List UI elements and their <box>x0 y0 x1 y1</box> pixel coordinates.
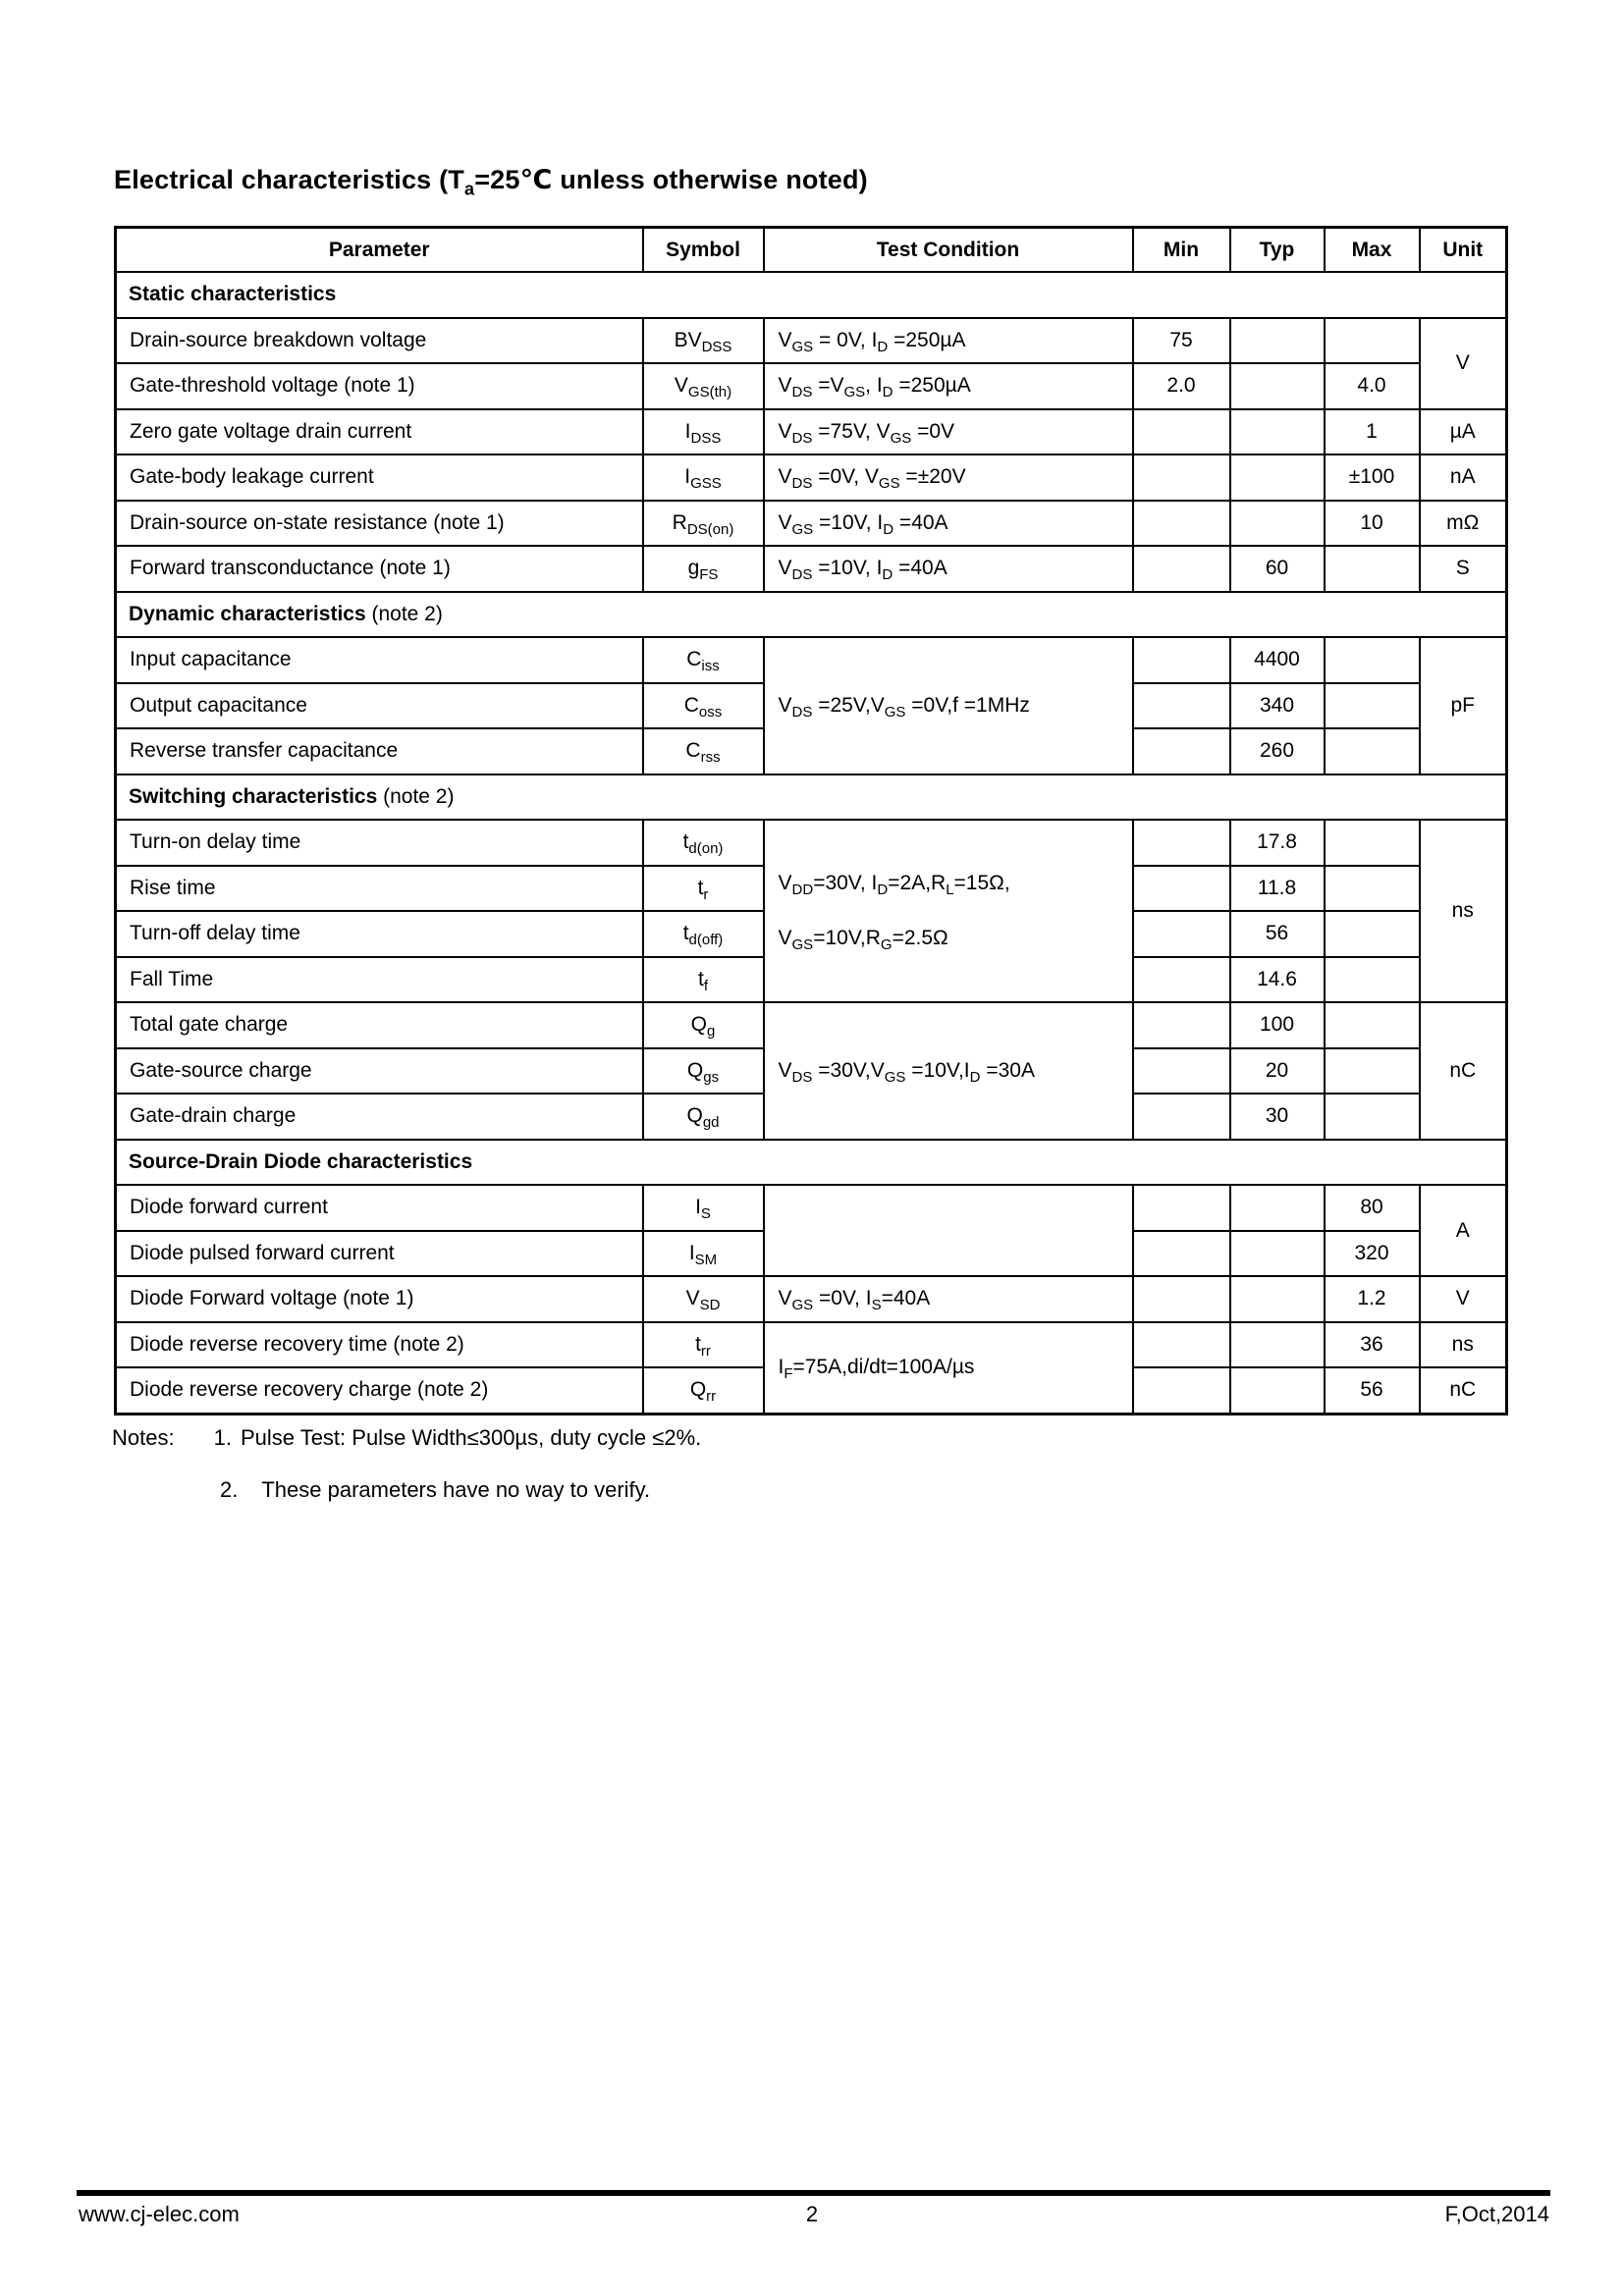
table-row <box>116 501 1507 547</box>
table-row <box>116 1322 1507 1368</box>
electrical-characteristics-table <box>114 226 1508 1415</box>
typ-cell: 60 <box>1230 546 1325 592</box>
typ-cell: 30 <box>1230 1094 1325 1140</box>
unit-cell: V <box>1420 1276 1507 1322</box>
parameter-cell: Forward transconductance (note 1) <box>116 546 643 592</box>
column-header-max: Max <box>1325 228 1420 273</box>
table-head <box>116 228 1507 273</box>
table-row <box>116 363 1507 409</box>
max-cell <box>1325 1048 1420 1095</box>
symbol-cell: $C_{iss}$ <box>643 637 764 683</box>
unit-cell: S <box>1420 546 1507 592</box>
parameter-cell: Zero gate voltage drain current <box>116 409 643 455</box>
parameter-cell: Turn-off delay time <box>116 911 643 957</box>
min-cell <box>1133 866 1230 912</box>
section-title: Source-Drain Diode characteristics <box>116 1140 1507 1186</box>
min-cell <box>1133 1322 1230 1368</box>
test-condition-cell: $V_{GS} =10V$, $I_D =40A$ <box>764 501 1133 547</box>
min-cell <box>1133 911 1230 957</box>
min-cell <box>1133 957 1230 1003</box>
test-condition-cell: $V_{DS} =25V,V_{GS} =0V,f =1MHz$ <box>764 637 1133 774</box>
min-cell <box>1133 1231 1230 1277</box>
unit-cell: nC <box>1420 1002 1507 1140</box>
note-2-number: 2. <box>220 1477 239 1502</box>
symbol-cell: $t_{d(off)}$ <box>643 911 764 957</box>
min-cell <box>1133 454 1230 501</box>
table-row <box>116 1276 1507 1322</box>
note-2-text: These parameters have no way to verify. <box>261 1477 651 1502</box>
typ-cell: 56 <box>1230 911 1325 957</box>
section-title: Static characteristics <box>116 272 1507 318</box>
typ-cell: 340 <box>1230 683 1325 729</box>
max-cell <box>1325 866 1420 912</box>
max-cell: ±100 <box>1325 454 1420 501</box>
test-condition-cell <box>764 1185 1133 1276</box>
parameter-cell: Drain-source breakdown voltage <box>116 318 643 364</box>
min-cell <box>1133 728 1230 774</box>
min-cell <box>1133 1185 1230 1231</box>
min-cell <box>1133 1048 1230 1095</box>
typ-cell: 20 <box>1230 1048 1325 1095</box>
footer-date: F,Oct,2014 <box>1444 2202 1549 2226</box>
parameter-cell: Turn-on delay time <box>116 820 643 866</box>
unit-cell: nA <box>1420 454 1507 501</box>
max-cell: 4.0 <box>1325 363 1420 409</box>
symbol-cell: $C_{rss}$ <box>643 728 764 774</box>
test-condition-cell: $V_{DD}=30V$, $I_D=2A,R_L=15\Omega$, $V_{GS}=10V,R_G=2.5\Omega$ <box>764 820 1133 1002</box>
unit-cell: µA <box>1420 409 1507 455</box>
max-cell <box>1325 1094 1420 1140</box>
max-cell: 36 <box>1325 1322 1420 1368</box>
min-cell <box>1133 1094 1230 1140</box>
typ-cell: 4400 <box>1230 637 1325 683</box>
unit-cell: A <box>1420 1185 1507 1276</box>
column-header-symbol: Symbol <box>643 228 764 273</box>
section-header-row <box>116 592 1507 638</box>
unit-cell: mΩ <box>1420 501 1507 547</box>
symbol-cell: $Q_{gs}$ <box>643 1048 764 1095</box>
table-row <box>116 637 1507 683</box>
min-cell <box>1133 1002 1230 1048</box>
parameter-cell: Diode reverse recovery charge (note 2) <box>116 1367 643 1414</box>
typ-cell <box>1230 363 1325 409</box>
parameter-cell: Reverse transfer capacitance <box>116 728 643 774</box>
symbol-cell: $Q_{gd}$ <box>643 1094 764 1140</box>
footer-rule <box>77 2190 1550 2196</box>
symbol-cell: $C_{oss}$ <box>643 683 764 729</box>
table-body <box>116 272 1507 1414</box>
typ-cell <box>1230 501 1325 547</box>
symbol-cell: $t_f$ <box>643 957 764 1003</box>
symbol-cell: $Q_{rr}$ <box>643 1367 764 1414</box>
parameter-cell: Diode forward current <box>116 1185 643 1231</box>
column-header-parameter: Parameter <box>116 228 643 273</box>
note-line-1 <box>112 1425 701 1451</box>
max-cell <box>1325 683 1420 729</box>
min-cell <box>1133 501 1230 547</box>
typ-cell: 100 <box>1230 1002 1325 1048</box>
typ-cell <box>1230 318 1325 364</box>
column-header-min: Min <box>1133 228 1230 273</box>
symbol-cell: $I_S$ <box>643 1185 764 1231</box>
table-row <box>116 820 1507 866</box>
typ-cell <box>1230 1322 1325 1368</box>
parameter-cell: Gate-threshold voltage (note 1) <box>116 363 643 409</box>
max-cell: 320 <box>1325 1231 1420 1277</box>
parameter-cell: Diode Forward voltage (note 1) <box>116 1276 643 1322</box>
parameter-cell: Gate-drain charge <box>116 1094 643 1140</box>
symbol-cell: $t_{d(on)}$ <box>643 820 764 866</box>
min-cell <box>1133 1276 1230 1322</box>
table-row <box>116 546 1507 592</box>
min-cell <box>1133 546 1230 592</box>
symbol-cell: $R_{DS(on)}$ <box>643 501 764 547</box>
parameter-cell: Gate-body leakage current <box>116 454 643 501</box>
symbol-cell: $t_{rr}$ <box>643 1322 764 1368</box>
symbol-cell: $g_{FS}$ <box>643 546 764 592</box>
parameter-cell: Total gate charge <box>116 1002 643 1048</box>
max-cell: 80 <box>1325 1185 1420 1231</box>
typ-cell: 11.8 <box>1230 866 1325 912</box>
test-condition-cell: $V_{GS} = 0V$, $I_D =250\mu A$ <box>764 318 1133 364</box>
typ-cell: 14.6 <box>1230 957 1325 1003</box>
symbol-cell: $I_{SM}$ <box>643 1231 764 1277</box>
max-cell: 1 <box>1325 409 1420 455</box>
max-cell <box>1325 637 1420 683</box>
footer-website: www.cj-elec.com <box>79 2202 240 2226</box>
symbol-cell: $BV_{DSS}$ <box>643 318 764 364</box>
max-cell <box>1325 820 1420 866</box>
table-row <box>116 1185 1507 1231</box>
max-cell <box>1325 1002 1420 1048</box>
table-row <box>116 1002 1507 1048</box>
table-header-row <box>116 228 1507 273</box>
max-cell: 1.2 <box>1325 1276 1420 1322</box>
unit-cell: ns <box>1420 1322 1507 1368</box>
parameter-cell: Gate-source charge <box>116 1048 643 1095</box>
unit-cell: pF <box>1420 637 1507 774</box>
test-condition-cell: $I_F=75A,di/dt=100A/\mu s$ <box>764 1322 1133 1415</box>
unit-cell: ns <box>1420 820 1507 1002</box>
symbol-cell: $I_{DSS}$ <box>643 409 764 455</box>
column-header-test-condition: Test Condition <box>764 228 1133 273</box>
notes-label: Notes: <box>112 1425 175 1450</box>
parameter-cell: Diode reverse recovery time (note 2) <box>116 1322 643 1368</box>
max-cell <box>1325 911 1420 957</box>
typ-cell <box>1230 1231 1325 1277</box>
test-condition-cell: $V_{DS} =75V$, $V_{GS} =0V$ <box>764 409 1133 455</box>
parameter-cell: Input capacitance <box>116 637 643 683</box>
test-condition-cell: $V_{GS} =0V$, $I_S=40A$ <box>764 1276 1133 1322</box>
parameter-cell: Diode pulsed forward current <box>116 1231 643 1277</box>
note-1-number: 1. <box>213 1425 232 1450</box>
note-line-2 <box>112 1477 701 1503</box>
min-cell <box>1133 637 1230 683</box>
max-cell <box>1325 318 1420 364</box>
min-cell <box>1133 820 1230 866</box>
unit-cell: V <box>1420 318 1507 409</box>
unit-cell: nC <box>1420 1367 1507 1414</box>
typ-cell <box>1230 1185 1325 1231</box>
min-cell: 75 <box>1133 318 1230 364</box>
page-footer <box>0 2202 1624 2231</box>
section-title: Dynamic characteristics (note 2) <box>116 592 1507 638</box>
typ-cell <box>1230 454 1325 501</box>
test-condition-cell: $V_{DS} =0V$, $V_{GS} =\pm 20V$ <box>764 454 1133 501</box>
typ-cell: 260 <box>1230 728 1325 774</box>
typ-cell <box>1230 409 1325 455</box>
parameter-cell: Drain-source on-state resistance (note 1) <box>116 501 643 547</box>
symbol-cell: $t_r$ <box>643 866 764 912</box>
parameter-cell: Fall Time <box>116 957 643 1003</box>
footer-page-number: 2 <box>805 2202 819 2226</box>
page-title: Electrical characteristics ($T_a=25℃$ unless otherwise noted) <box>114 165 868 199</box>
table-row <box>116 318 1507 364</box>
min-cell: 2.0 <box>1133 363 1230 409</box>
table-row <box>116 454 1507 501</box>
max-cell <box>1325 546 1420 592</box>
test-condition-cell: $V_{DS} =10V$, $I_D =40A$ <box>764 546 1133 592</box>
min-cell <box>1133 683 1230 729</box>
typ-cell <box>1230 1367 1325 1414</box>
max-cell <box>1325 957 1420 1003</box>
test-condition-cell: $V_{DS} =V_{GS}$, $I_D =250\mu A$ <box>764 363 1133 409</box>
section-title: Switching characteristics (note 2) <box>116 774 1507 821</box>
parameter-cell: Rise time <box>116 866 643 912</box>
typ-cell <box>1230 1276 1325 1322</box>
column-header-unit: Unit <box>1420 228 1507 273</box>
typ-cell: 17.8 <box>1230 820 1325 866</box>
test-condition-cell: $V_{DS} =30V,V_{GS} =10V,I_D =30A$ <box>764 1002 1133 1140</box>
section-header-row <box>116 774 1507 821</box>
section-header-row <box>116 1140 1507 1186</box>
section-header-row <box>116 272 1507 318</box>
table-row <box>116 409 1507 455</box>
note-1-text: Pulse Test: Pulse Width≤300µs, duty cycle ≤2%. <box>240 1425 702 1450</box>
min-cell <box>1133 409 1230 455</box>
symbol-cell: $V_{GS(th)}$ <box>643 363 764 409</box>
max-cell: 56 <box>1325 1367 1420 1414</box>
symbol-cell: $I_{GSS}$ <box>643 454 764 501</box>
max-cell <box>1325 728 1420 774</box>
notes-section <box>112 1425 701 1503</box>
symbol-cell: $Q_g$ <box>643 1002 764 1048</box>
max-cell: 10 <box>1325 501 1420 547</box>
min-cell <box>1133 1367 1230 1414</box>
column-header-typ: Typ <box>1230 228 1325 273</box>
parameter-cell: Output capacitance <box>116 683 643 729</box>
symbol-cell: $V_{SD}$ <box>643 1276 764 1322</box>
